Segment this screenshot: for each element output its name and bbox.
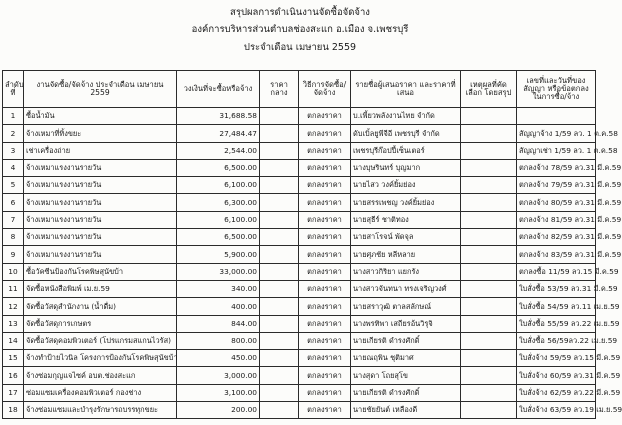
row-bidder: นางพรทิพา เสถียรอ้นวิรุจิ (351, 315, 461, 332)
procurement-table (2, 70, 622, 419)
row-reason (461, 350, 517, 367)
row-method: ตกลงราคา (299, 246, 351, 263)
row-median-price (260, 125, 299, 142)
row-bidder: นายสุธีร์ ชาติทอง (351, 211, 461, 228)
document-title: สรุปผลการดำเนินงานจัดซื้อจัดจ้าง (230, 7, 370, 18)
row-method: ตกลงราคา (299, 125, 351, 142)
table-row (3, 367, 596, 384)
row-method: ตกลงราคา (299, 142, 351, 159)
row-reason (461, 315, 517, 332)
row-item: จัดซื้อวัสดุคอมพิวเตอร์ (โปรแกรมสแกนไวรัส) (24, 332, 177, 349)
row-bidder: นายชัยยันต์ เหลืองดี (351, 402, 461, 419)
row-method: ตกลงราคา (299, 298, 351, 315)
row-contract: ใบสั่งซื้อ 56/59ลว.22 เม.ย.59 (517, 332, 596, 349)
row-median-price (260, 350, 299, 367)
table-row (3, 211, 596, 228)
row-item: ซ่อมแซมเครื่องคอมพิวเตอร์ กองช่าง (24, 384, 177, 401)
row-reason (461, 298, 517, 315)
header-bidders: รายชื่อผู้เสนอราคา และราคาที่เสนอ (351, 71, 461, 108)
row-budget: 200.00 (177, 402, 260, 419)
row-budget: 27,484.47 (177, 125, 260, 142)
table-row (3, 298, 596, 315)
row-contract: ตกลงจ้าง 79/59 ลว.31 มี.ค.59 (517, 177, 596, 194)
row-number: 9 (3, 246, 24, 263)
row-bidder: นางสาวจันทนา ทรงเจริญวงศ์ (351, 280, 461, 297)
row-budget: 2,544.00 (177, 142, 260, 159)
header-no: ลำดับที่ (3, 71, 24, 108)
row-number: 7 (3, 211, 24, 228)
row-number: 17 (3, 384, 24, 401)
header-budget: วงเงินที่จะซื้อหรือจ้าง (177, 71, 260, 108)
row-median-price (260, 402, 299, 419)
row-reason (461, 177, 517, 194)
row-item: จ้างเหมาแรงงานรายวัน (24, 177, 177, 194)
row-budget: 450.00 (177, 350, 260, 367)
row-item: จ้างซ่อมแซมและบำรุงรักษารถบรรทุกขยะ (24, 402, 177, 419)
row-median-price (260, 194, 299, 211)
row-number: 4 (3, 159, 24, 176)
table-row (3, 159, 596, 176)
row-method: ตกลงราคา (299, 350, 351, 367)
table-row (3, 229, 596, 246)
row-number: 10 (3, 263, 24, 280)
row-median-price (260, 246, 299, 263)
row-bidder: นายศุภชัย หลีหลาย (351, 246, 461, 263)
report-period: ประจำเดือน เมษายน 2559 (243, 42, 357, 53)
table-row (3, 332, 596, 349)
table-header-row (3, 71, 596, 108)
table-row (3, 142, 596, 159)
row-contract: ใบสั่งซื้อ 53/59 ลว.31 มี.ค.59 (517, 280, 596, 297)
row-item: จ้างเหมาแรงงานรายวัน (24, 194, 177, 211)
row-number: 15 (3, 350, 24, 367)
row-bidder: นางสุดา โถยสุโข (351, 367, 461, 384)
row-budget: 6,500.00 (177, 159, 260, 176)
organization-name: องค์การบริหารส่วนตำบลช่องสะแก อ.เมือง จ.เพชรบุรี (191, 24, 409, 35)
row-reason (461, 280, 517, 297)
row-contract: ใบสั่งจ้าง 60/59 ลว.31 มี.ค.59 (517, 367, 596, 384)
row-budget: 6,500.00 (177, 229, 260, 246)
row-budget: 340.00 (177, 280, 260, 297)
row-number: 5 (3, 177, 24, 194)
table-row (3, 246, 596, 263)
row-reason (461, 332, 517, 349)
row-contract: ตกลงซื้อ 11/59 ลว.15 มี.ค.59 (517, 263, 596, 280)
row-budget: 5,900.00 (177, 246, 260, 263)
row-contract (517, 108, 596, 125)
row-number: 11 (3, 280, 24, 297)
table-row (3, 177, 596, 194)
row-reason (461, 229, 517, 246)
row-bidder: นายสาโรจน์ พัดจุล (351, 229, 461, 246)
row-item: จ้างเหมาแรงงานรายวัน (24, 211, 177, 228)
row-item: จ้างเหมาแรงงานรายวัน (24, 246, 177, 263)
row-method: ตกลงราคา (299, 402, 351, 419)
row-contract: ใบสั่งซื้อ 55/59 ลว.22 เม.ย.59 (517, 315, 596, 332)
table-row (3, 125, 596, 142)
row-budget: 33,000.00 (177, 263, 260, 280)
row-item: เช่าเครื่องถ่าย (24, 142, 177, 159)
table-body (3, 108, 622, 419)
table-row (3, 280, 596, 297)
row-number: 12 (3, 298, 24, 315)
row-item: ซื้อวัคซีนป้องกันโรคพิษสุนัขบ้า (24, 263, 177, 280)
row-item: จ้างเหมาแรงงานรายวัน (24, 229, 177, 246)
row-bidder: บ.เพี้ยวพลังงานไทย จำกัด (351, 108, 461, 125)
row-budget: 800.00 (177, 332, 260, 349)
row-reason (461, 384, 517, 401)
row-item: จ้างซ่อมกุญแจไซค์ อบต.ช่องสะแก (24, 367, 177, 384)
table-row (3, 108, 596, 125)
row-budget: 3,100.00 (177, 384, 260, 401)
row-contract: ใบสั่งจ้าง 63/59 ลว.19 เม.ย.59 (517, 402, 596, 419)
row-method: ตกลงราคา (299, 263, 351, 280)
row-budget: 3,000.00 (177, 367, 260, 384)
row-reason (461, 159, 517, 176)
row-reason (461, 263, 517, 280)
row-median-price (260, 263, 299, 280)
row-budget: 6,100.00 (177, 177, 260, 194)
row-median-price (260, 177, 299, 194)
row-median-price (260, 229, 299, 246)
row-budget: 400.00 (177, 298, 260, 315)
row-median-price (260, 384, 299, 401)
row-budget: 844.00 (177, 315, 260, 332)
row-item: จ้างทำป้ายไวนิล โครงการป้องกันโรคพิษสุนัขบ้า (24, 350, 177, 367)
row-median-price (260, 315, 299, 332)
row-bidder: เพชรบุรีก๊อปปี้เซ็นเตอร์ (351, 142, 461, 159)
row-method: ตกลงราคา (299, 315, 351, 332)
row-reason (461, 108, 517, 125)
row-item: จ้างเหมาที่ทิ้งขยะ (24, 125, 177, 142)
row-bidder: ดับเบิ้ลยูพีจีอี เพชรบุรี จำกัด (351, 125, 461, 142)
row-contract: สัญญาจ้าง 1/59 ลว. 1 ต.ค.58 (517, 125, 596, 142)
row-budget: 31,688.58 (177, 108, 260, 125)
row-budget: 6,100.00 (177, 211, 260, 228)
row-contract: ใบสั่งจ้าง 59/59 ลว.15 มี.ค.59 (517, 350, 596, 367)
row-median-price (260, 211, 299, 228)
row-bidder: นางบุษรินทร์ บุญมาก (351, 159, 461, 176)
row-budget: 6,300.00 (177, 194, 260, 211)
row-method: ตกลงราคา (299, 177, 351, 194)
row-item: จัดซื้อหนังสือพิมพ์ เม.ย.59 (24, 280, 177, 297)
row-contract: สัญญาเช่า 1/59 ลว. 1 ต.ค.58 (517, 142, 596, 159)
row-number: 3 (3, 142, 24, 159)
row-item: ซื้อน้ำมัน (24, 108, 177, 125)
row-method: ตกลงราคา (299, 211, 351, 228)
row-number: 2 (3, 125, 24, 142)
row-number: 1 (3, 108, 24, 125)
header-item: งานจัดซื้อ/จัดจ้าง ประจำเดือน เมษายน 2559 (24, 71, 177, 108)
row-reason (461, 367, 517, 384)
row-method: ตกลงราคา (299, 108, 351, 125)
row-reason (461, 402, 517, 419)
row-bidder: นายณฤพิน ชุติมาศ (351, 350, 461, 367)
row-method: ตกลงราคา (299, 229, 351, 246)
row-number: 16 (3, 367, 24, 384)
table-row (3, 350, 596, 367)
row-method: ตกลงราคา (299, 280, 351, 297)
row-reason (461, 211, 517, 228)
row-item: จ้างเหมาแรงงานรายวัน (24, 159, 177, 176)
row-method: ตกลงราคา (299, 159, 351, 176)
header-reason: เหตุผลที่คัดเลือก โดยสรุป (461, 71, 517, 108)
row-median-price (260, 142, 299, 159)
row-item: จัดซื้อวัสดุการเกษตร (24, 315, 177, 332)
row-contract: ตกลงจ้าง 83/59 ลว.31 มี.ค.59 (517, 246, 596, 263)
row-method: ตกลงราคา (299, 332, 351, 349)
row-number: 6 (3, 194, 24, 211)
row-bidder: นายไสว วงค์ยิ้มย่อง (351, 177, 461, 194)
row-contract: ตกลงจ้าง 80/59 ลว.31 มี.ค.59 (517, 194, 596, 211)
table-row (3, 315, 596, 332)
header-median-price: ราคากลาง (260, 71, 299, 108)
row-bidder: นางสาวกิริยา แยกรัง (351, 263, 461, 280)
table-row (3, 384, 596, 401)
table-row (3, 263, 596, 280)
row-median-price (260, 280, 299, 297)
row-median-price (260, 159, 299, 176)
row-contract: ตกลงจ้าง 82/59 ลว.31 มี.ค.59 (517, 229, 596, 246)
row-contract: ตกลงจ้าง 78/59 ลว.31 มี.ค.59 (517, 159, 596, 176)
row-method: ตกลงราคา (299, 384, 351, 401)
row-median-price (260, 332, 299, 349)
row-number: 14 (3, 332, 24, 349)
row-bidder: นายสรรเพชญ วงค์ยิ้มย่อง (351, 194, 461, 211)
row-contract: ตกลงจ้าง 81/59 ลว.31 มี.ค.59 (517, 211, 596, 228)
row-median-price (260, 367, 299, 384)
row-contract: ใบสั่งซื้อ 54/59 ลว.11 เม.ย.59 (517, 298, 596, 315)
row-reason (461, 125, 517, 142)
row-reason (461, 246, 517, 263)
row-reason (461, 194, 517, 211)
header-contract: เลขที่และวันที่ของสัญญา หรือข้อตกลงในการซื้อ/จ้าง (517, 71, 596, 108)
header-method: วิธีการจัดซื้อ/จัดจ้าง (299, 71, 351, 108)
row-number: 18 (3, 402, 24, 419)
row-number: 8 (3, 229, 24, 246)
table-row (3, 194, 596, 211)
row-contract: ใบสั่งจ้าง 62/59 ลว.22 มี.ค.59 (517, 384, 596, 401)
row-bidder: นายเกียรติ ดำรงศักดิ์ (351, 332, 461, 349)
row-item: จัดซื้อวัสดุสำนักงาน (น้ำดื่ม) (24, 298, 177, 315)
row-bidder: นายเกียรติ ดำรงศักดิ์ (351, 384, 461, 401)
row-method: ตกลงราคา (299, 367, 351, 384)
row-method: ตกลงราคา (299, 194, 351, 211)
row-median-price (260, 298, 299, 315)
table-row (3, 402, 596, 419)
row-number: 13 (3, 315, 24, 332)
row-median-price (260, 108, 299, 125)
row-bidder: นายสราวุฒิ ตาลสลักษณ์ (351, 298, 461, 315)
row-reason (461, 142, 517, 159)
